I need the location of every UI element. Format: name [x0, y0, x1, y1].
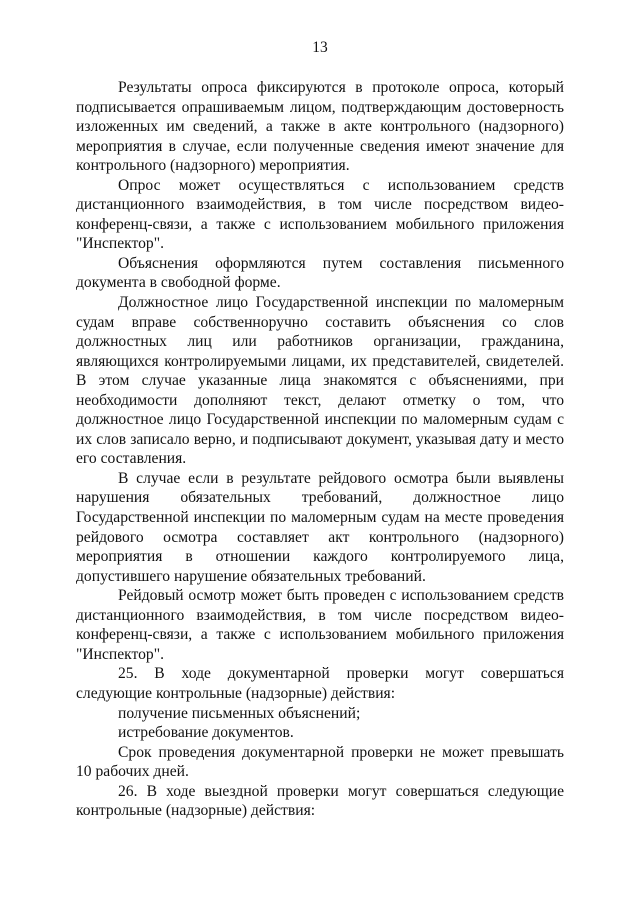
paragraph-official-explanations: Должностное лицо Государственной инспекции по маломерным судам вправе собственноручно составить объяснения со слов должностных лиц или работников организации, гражданина, являющихся контролируемыми лицами, их представителей, свидетелей. В этом случае указанные лица знакомятся с объяснениями, при необходимости дополняют текст, делают отметку о том, что должностное лицо Государственной инспекции по маломерным судам с их слов записало верно, и подписывают документ, указывая дату и место его составления.	[76, 294, 564, 468]
paragraph-raid-inspection-violations: В случае если в результате рейдового осмотра были выявлены нарушения обязательных требований, должностное лицо Государственной инспекции по маломерным судам на месте проведения рейдового осмотра составляет акт контрольного (надзорного) мероприятия в отношении каждого контролируемого лица, допустившего нарушение обязательных требований.	[76, 469, 564, 585]
paragraph-survey-remote: Опрос может осуществляться с использованием средств дистанционного взаимодействия, в том числе посредством видео-конференц-связи, а также с использованием мобильного приложения "Инспектор".	[76, 176, 564, 253]
paragraph-raid-inspection-remote: Рейдовый осмотр может быть проведен с использованием средств дистанционного взаимодействия, в том числе посредством видео-конференц-связи, а также с использованием мобильного приложения "Инспектор".	[76, 587, 564, 663]
page-number: 13	[312, 39, 328, 56]
paragraph-audit-term: Срок проведения документарной проверки не может превышать 10 рабочих дней.	[76, 743, 564, 781]
paragraph-explanations-form: Объяснения оформляются путем составления письменного документа в свободной форме.	[76, 254, 564, 292]
paragraph-item-25: 25. В ходе документарной проверки могут совершаться следующие контрольные (надзорные) действия:	[76, 665, 564, 702]
paragraph-survey-results: Результаты опроса фиксируются в протоколе опроса, который подписывается опрашиваемым лицом, подтверждающим достоверность изложенных им сведений, а также в акте контрольного (надзорного) мероприятия в случае, если полученные сведения имеют значение для контрольного (надзорного) мероприятия.	[76, 79, 564, 175]
list-item-written-explanations: получение письменных объяснений;	[118, 704, 361, 722]
paragraph-item-26: 26. В ходе выездной проверки могут совершаться следующие контрольные (надзорные) действия:	[76, 782, 564, 820]
list-item-document-request: истребование документов.	[118, 724, 294, 742]
document-body	[76, 78, 564, 821]
